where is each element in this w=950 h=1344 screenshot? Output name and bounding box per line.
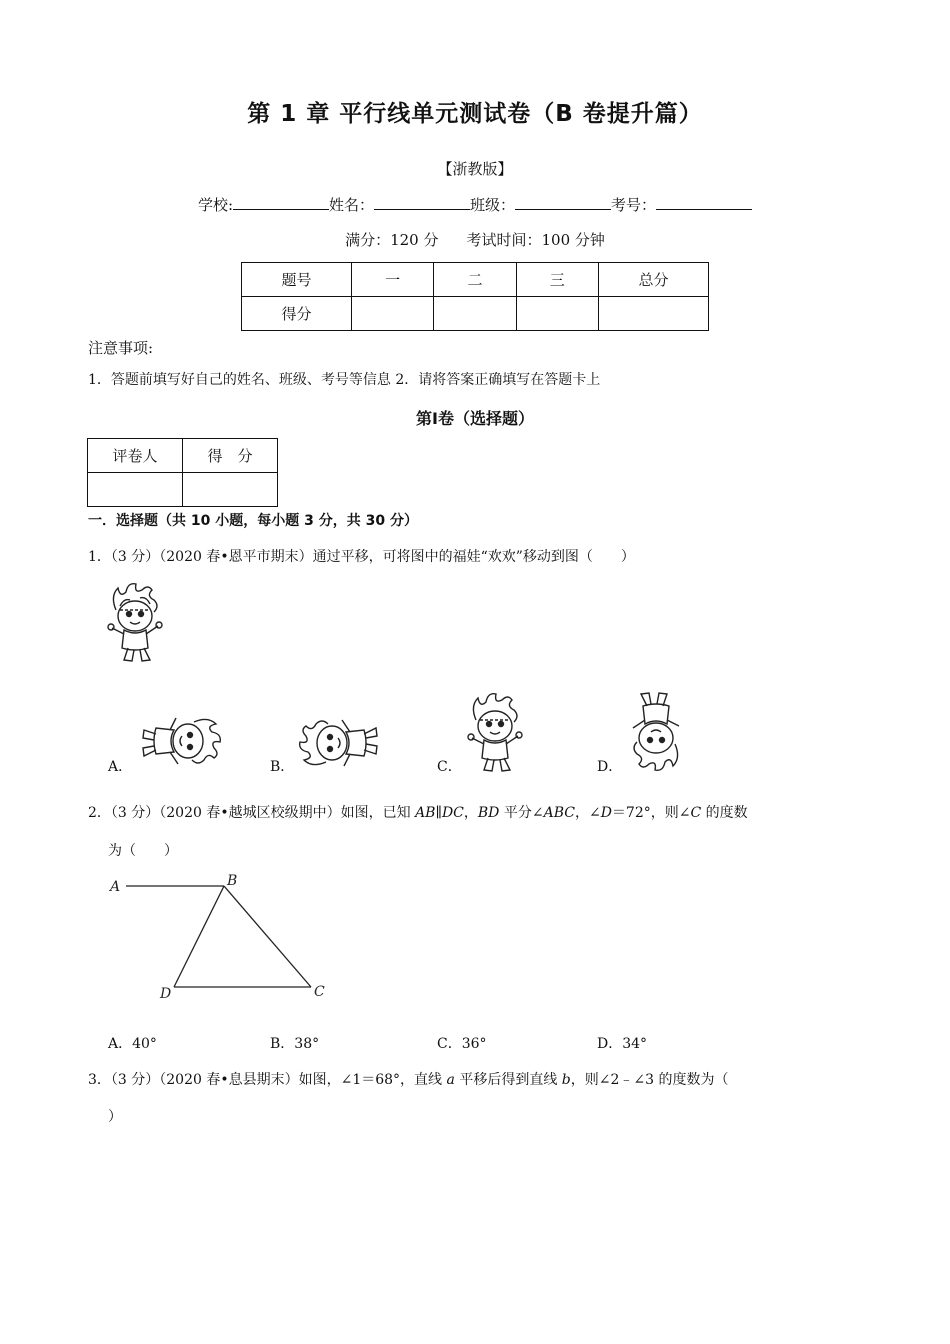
q1-option-c[interactable]: C． — [437, 759, 462, 775]
question-3-text-line2: ） — [108, 1109, 122, 1125]
question-3-text — [88, 1069, 728, 1091]
q2-text-part: 平分∠ — [499, 805, 544, 821]
point-label-d: D — [160, 986, 172, 1002]
q2-option-b[interactable]: B．38° — [270, 1036, 320, 1052]
q2-text-part: 2．（3 分）（2020 春•越城区校级期中）如图，已知 — [88, 805, 416, 821]
score-input-cell[interactable] — [434, 297, 516, 331]
exam-no-blank[interactable] — [656, 193, 752, 210]
q1-option-d[interactable]: D． — [597, 759, 623, 775]
page-title: 第 1 章 平行线单元测试卷（B 卷提升篇） — [247, 101, 703, 127]
notes-heading: 注意事项: — [88, 339, 154, 357]
class-blank[interactable] — [515, 193, 611, 210]
volume-title: 第Ⅰ卷（选择题） — [416, 409, 534, 428]
question-2-text — [88, 802, 748, 824]
exam-no-label: 考号： — [611, 196, 657, 214]
q2-parallel: ∥ — [435, 805, 442, 821]
q1-option-b[interactable]: B． — [270, 759, 295, 775]
name-blank[interactable] — [374, 193, 470, 210]
q2-text-part: ，∠ — [574, 805, 601, 821]
mascot-option-c-upright — [464, 690, 526, 776]
point-label-a: A — [110, 879, 121, 895]
score-table-header-row — [242, 263, 709, 297]
table-cell: 三 — [516, 263, 598, 297]
mascot-option-b-rotated — [296, 712, 382, 774]
q2-var-bd: BD — [477, 805, 500, 821]
triangle-figure — [104, 870, 340, 1006]
q2-text-part: 的度数 — [701, 805, 748, 821]
student-info-line — [0, 193, 950, 215]
question-1-text: 1．（3 分）（2020 春•恩平市期末）通过平移，可将图中的福娃“欢欢”移动到图（ ） — [88, 549, 635, 565]
point-label-b: B — [227, 873, 238, 889]
score-input-cell[interactable] — [516, 297, 598, 331]
q2-option-c[interactable]: C．36° — [437, 1036, 487, 1052]
exam-time: 考试时间：100 分钟 — [466, 231, 605, 249]
q3-var-b: b — [561, 1072, 571, 1088]
q2-text-part: ， — [463, 805, 478, 821]
table-cell: 总分 — [598, 263, 708, 297]
q2-var-c: C — [690, 805, 702, 821]
score-input-cell[interactable] — [182, 473, 277, 507]
q3-text-part: 3．（3 分）（2020 春•息县期末）如图，∠1＝68°，直线 — [88, 1072, 447, 1088]
question-2-text-line2: 为（ ） — [108, 843, 178, 859]
reviewer-label: 评卷人 — [88, 439, 183, 473]
mascot-huanhuan-figure — [104, 580, 166, 666]
school-blank[interactable] — [233, 193, 329, 210]
mascot-option-a-rotated — [138, 710, 224, 772]
table-cell: 题号 — [242, 263, 352, 297]
point-label-c: C — [314, 984, 325, 1000]
name-label: 姓名： — [329, 196, 375, 214]
q2-text-part: ＝72°，则∠ — [611, 805, 691, 821]
section1-title: 一．选择题（共 10 小题，每小题 3 分，共 30 分） — [88, 513, 418, 529]
mascot-option-d-inverted — [625, 688, 687, 774]
q2-var-d: D — [600, 805, 612, 821]
school-label: 学校: — [197, 196, 233, 214]
q1-option-a[interactable]: A． — [108, 759, 133, 775]
score-input-cell[interactable] — [598, 297, 708, 331]
class-label: 班级： — [470, 196, 516, 214]
reviewer-input-cell[interactable] — [88, 473, 183, 507]
table-cell: 得分 — [242, 297, 352, 331]
score-label: 得 分 — [182, 439, 277, 473]
score-table — [241, 262, 709, 331]
q3-text-part: ，则∠2﹣∠3 的度数为（ — [570, 1072, 729, 1088]
score-table-score-row — [242, 297, 709, 331]
q3-text-part: 平移后得到直线 — [454, 1072, 562, 1088]
table-cell: 一 — [352, 263, 434, 297]
full-score: 满分：120 分 — [345, 231, 439, 249]
q2-var-dc: DC — [441, 805, 464, 821]
edition-label: 【浙教版】 — [437, 160, 513, 178]
notes-body: 1．答题前填写好自己的姓名、班级、考号等信息 2．请将答案正确填写在答题卡上 — [88, 372, 601, 388]
score-time-line — [0, 229, 950, 250]
grader-table — [87, 438, 278, 507]
table-cell: 二 — [434, 263, 516, 297]
q2-var-ab: AB — [415, 805, 436, 821]
q2-var-abc: ABC — [543, 805, 575, 821]
q2-option-a[interactable]: A．40° — [108, 1036, 157, 1052]
q3-var-a: a — [446, 1072, 455, 1088]
score-input-cell[interactable] — [352, 297, 434, 331]
q2-option-d[interactable]: D．34° — [597, 1036, 648, 1052]
